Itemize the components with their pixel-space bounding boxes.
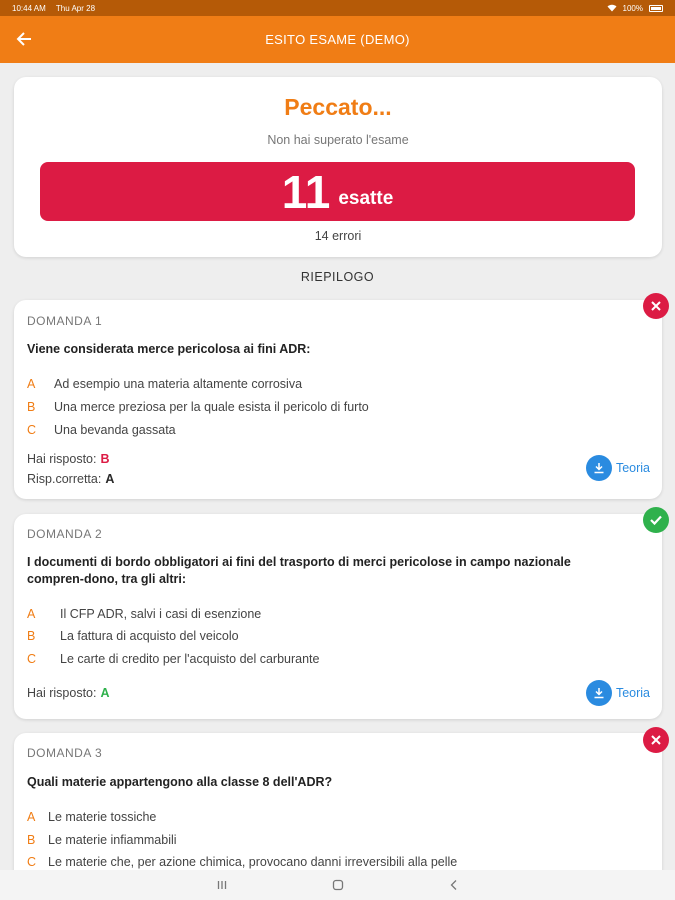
answer-text: La fattura di acquisto del veicolo	[60, 629, 239, 643]
close-circle-icon	[643, 727, 669, 753]
result-card	[14, 77, 662, 257]
check-circle-icon	[643, 507, 669, 533]
answer-text: Ad esempio una materia altamente corrosiva	[54, 377, 303, 391]
score-label: esatte	[338, 187, 394, 209]
question-text: I documenti di bordo obbligatori ai fini del trasporto di merci pericolose in campo nazionale compren-dono, tra gli altri:	[27, 555, 571, 586]
close-circle-icon	[643, 293, 669, 319]
question-text: Quali materie appartengono alla classe 8 dell'ADR?	[27, 775, 333, 789]
answer-text: Il CFP ADR, salvi i casi di esenzione	[60, 607, 262, 621]
score-bar	[40, 162, 635, 221]
status-left	[12, 4, 103, 13]
answer-text: Le carte di credito per l'acquisto del carburante	[60, 652, 320, 666]
back-button[interactable]	[12, 27, 36, 51]
answer-letter: A	[27, 607, 36, 621]
page-title: ESITO ESAME (DEMO)	[265, 32, 410, 47]
arrow-left-icon	[16, 31, 32, 47]
answer-letter: C	[27, 855, 37, 869]
answer-item	[27, 400, 369, 414]
answer-letter: B	[27, 629, 36, 643]
download-icon	[586, 680, 612, 706]
answer-item	[27, 629, 239, 643]
answer-letter: C	[27, 652, 37, 666]
answered-label: Hai risposto:	[27, 686, 97, 700]
wifi-icon	[607, 4, 617, 12]
result-title: Peccato...	[284, 94, 392, 120]
answer-item	[27, 652, 319, 666]
answer-text: Una merce preziosa per la quale esista il pericolo di furto	[54, 400, 369, 414]
answer-item	[27, 377, 302, 391]
question-card	[14, 733, 662, 893]
answered-line	[27, 686, 110, 700]
download-icon	[586, 455, 612, 481]
answer-letter: B	[27, 833, 36, 847]
teoria-button[interactable]	[586, 455, 650, 481]
answered-line	[27, 452, 110, 466]
answer-letter: A	[27, 810, 36, 824]
teoria-button[interactable]	[586, 680, 650, 706]
errors-count: 14 errori	[314, 229, 362, 243]
answer-item	[27, 833, 177, 847]
question-card	[14, 300, 662, 499]
status-time: 10:44 AM	[12, 3, 46, 13]
correct-value: A	[105, 472, 115, 486]
answered-value: B	[100, 452, 110, 466]
answer-text: Una bevanda gassata	[54, 423, 176, 437]
question-label: DOMANDA 2	[27, 527, 103, 541]
question-label: DOMANDA 1	[27, 314, 103, 328]
answer-text: Le materie infiammabili	[48, 833, 177, 847]
teoria-label: Teoria	[615, 686, 650, 700]
battery-percent: 100%	[622, 3, 643, 13]
status-bar	[0, 0, 675, 16]
system-nav-bar	[0, 870, 675, 900]
answer-item	[27, 810, 156, 824]
recents-icon[interactable]	[210, 875, 234, 895]
answer-item	[27, 423, 176, 437]
answer-item	[27, 607, 261, 621]
back-icon[interactable]	[442, 875, 466, 895]
status-right	[607, 4, 663, 13]
answer-text: Le materie tossiche	[48, 810, 157, 824]
question-card	[14, 514, 662, 719]
answer-letter: A	[27, 377, 36, 391]
battery-icon	[649, 5, 663, 12]
correct-label: Risp.corretta:	[27, 472, 102, 486]
status-date: Thu Apr 28	[55, 3, 96, 13]
answer-item	[27, 855, 457, 869]
answer-letter: B	[27, 400, 36, 414]
question-text: Viene considerata merce pericolosa ai fini ADR:	[27, 342, 311, 356]
result-subtitle: Non hai superato l'esame	[267, 133, 409, 147]
answer-text: Le materie che, per azione chimica, provocano danni irreversibili alla pelle	[48, 855, 458, 869]
home-icon[interactable]	[326, 875, 350, 895]
question-label: DOMANDA 3	[27, 746, 103, 760]
score-number: 11	[281, 165, 331, 218]
answered-value: A	[100, 686, 110, 700]
answer-letter: C	[27, 423, 37, 437]
answered-label: Hai risposto:	[27, 452, 97, 466]
app-bar	[0, 16, 675, 63]
teoria-label: Teoria	[615, 461, 650, 475]
correct-answer-line	[27, 472, 114, 486]
summary-title: RIEPILOGO	[300, 270, 375, 284]
